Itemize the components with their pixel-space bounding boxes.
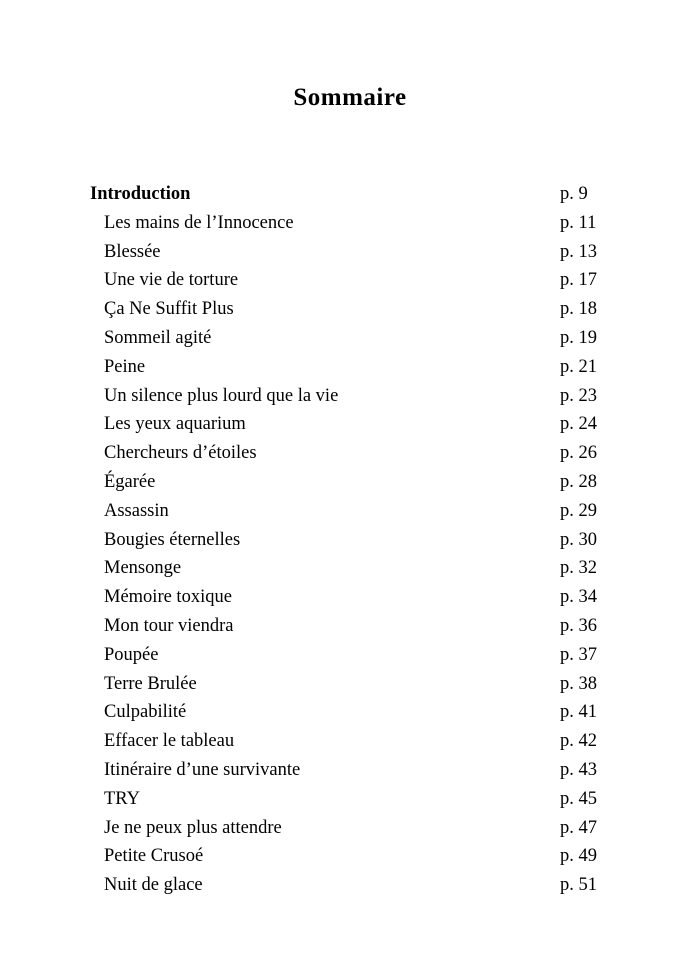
toc-entry[interactable]: [90, 670, 622, 699]
toc-entry[interactable]: [90, 238, 622, 267]
toc-entry-page: p. 23: [560, 385, 597, 406]
toc-entry-page: p. 28: [560, 471, 597, 492]
toc-entry[interactable]: [90, 842, 622, 871]
toc-entry-label: Mensonge: [104, 558, 182, 579]
toc-entry-page: p. 13: [560, 241, 597, 262]
toc-entry[interactable]: [90, 554, 622, 583]
toc-entry-label: Effacer le tableau: [104, 731, 235, 752]
toc-entry[interactable]: [90, 612, 622, 641]
toc-entry-page: p. 47: [560, 817, 597, 838]
toc-entry-label: Mémoire toxique: [104, 587, 232, 608]
toc-entry-label: Égarée: [104, 471, 156, 492]
toc-entry[interactable]: [90, 439, 622, 468]
toc-entry-label: Sommeil agité: [104, 327, 212, 348]
toc-entry-page: p. 30: [560, 529, 597, 550]
toc-entry-label: Terre Brulée: [104, 673, 197, 694]
toc-entry-label: Blessée: [104, 241, 161, 262]
toc-entry-label: Mon tour viendra: [104, 615, 234, 636]
toc-entry[interactable]: [90, 180, 622, 209]
toc-entry-page: p. 32: [560, 558, 597, 579]
toc-entry-page: p. 21: [560, 356, 597, 377]
toc-entry[interactable]: [90, 583, 622, 612]
toc-entry[interactable]: [90, 698, 622, 727]
toc-entry-page: p. 11: [560, 212, 597, 233]
toc-entry[interactable]: [90, 785, 622, 814]
toc-entry-page: p. 41: [560, 702, 597, 723]
toc-entry-label: Itinéraire d’une survivante: [104, 759, 301, 780]
toc-entry-page: p. 29: [560, 500, 597, 521]
toc-entry[interactable]: [90, 382, 622, 411]
toc-entry[interactable]: [90, 410, 622, 439]
toc-entry[interactable]: [90, 814, 622, 843]
toc-entry-label: Les yeux aquarium: [104, 414, 246, 435]
toc-entry-page: p. 51: [560, 875, 597, 896]
toc-entry-label: Culpabilité: [104, 702, 187, 723]
toc-entry-label: Ça Ne Suffit Plus: [104, 299, 234, 320]
toc-entry-page: p. 38: [560, 673, 597, 694]
toc-entry-label: Nuit de glace: [104, 875, 203, 896]
toc-entry-label: Les mains de l’Innocence: [104, 212, 294, 233]
toc-entry-label: Petite Crusoé: [104, 846, 204, 867]
toc-entry-label: Introduction: [90, 184, 191, 204]
toc-entry-page: p. 17: [560, 270, 597, 291]
toc-entry-page: p. 19: [560, 327, 597, 348]
toc-entry-label: Un silence plus lourd que la vie: [104, 385, 339, 406]
toc-entry[interactable]: [90, 871, 622, 900]
toc-entry-label: Je ne peux plus attendre: [104, 817, 282, 838]
toc-entry-page: p. 43: [560, 759, 597, 780]
toc-entry-page: p. 26: [560, 443, 597, 464]
toc-entry[interactable]: [90, 641, 622, 670]
toc-entry-page: p. 36: [560, 615, 597, 636]
toc-entry[interactable]: [90, 526, 622, 555]
toc-entry[interactable]: [90, 209, 622, 238]
toc-entry[interactable]: [90, 756, 622, 785]
toc-entry-label: Une vie de torture: [104, 270, 239, 291]
toc-entry[interactable]: [90, 295, 622, 324]
toc-entry-label: TRY: [104, 788, 140, 809]
toc-entry[interactable]: [90, 353, 622, 382]
toc-entry[interactable]: [90, 497, 622, 526]
toc-entry-label: Bougies éternelles: [104, 529, 241, 550]
toc-entry-page: p. 24: [560, 414, 597, 435]
toc-entry-page: p. 37: [560, 644, 597, 665]
toc-entry-page: p. 49: [560, 846, 597, 867]
toc-entry-page: p. 42: [560, 731, 597, 752]
toc-entry-page: p. 18: [560, 299, 597, 320]
toc-entry-label: Peine: [104, 356, 146, 377]
table-of-contents: [90, 180, 622, 900]
toc-entry[interactable]: [90, 266, 622, 295]
page-title: Sommaire: [293, 84, 407, 111]
toc-entry[interactable]: [90, 324, 622, 353]
toc-entry-page: p. 9: [560, 184, 588, 204]
toc-entry[interactable]: [90, 727, 622, 756]
toc-entry[interactable]: [90, 468, 622, 497]
toc-entry-page: p. 45: [560, 788, 597, 809]
toc-entry-label: Chercheurs d’étoiles: [104, 443, 257, 464]
toc-entry-page: p. 34: [560, 587, 597, 608]
toc-entry-label: Poupée: [104, 644, 159, 665]
toc-entry-label: Assassin: [104, 500, 169, 521]
